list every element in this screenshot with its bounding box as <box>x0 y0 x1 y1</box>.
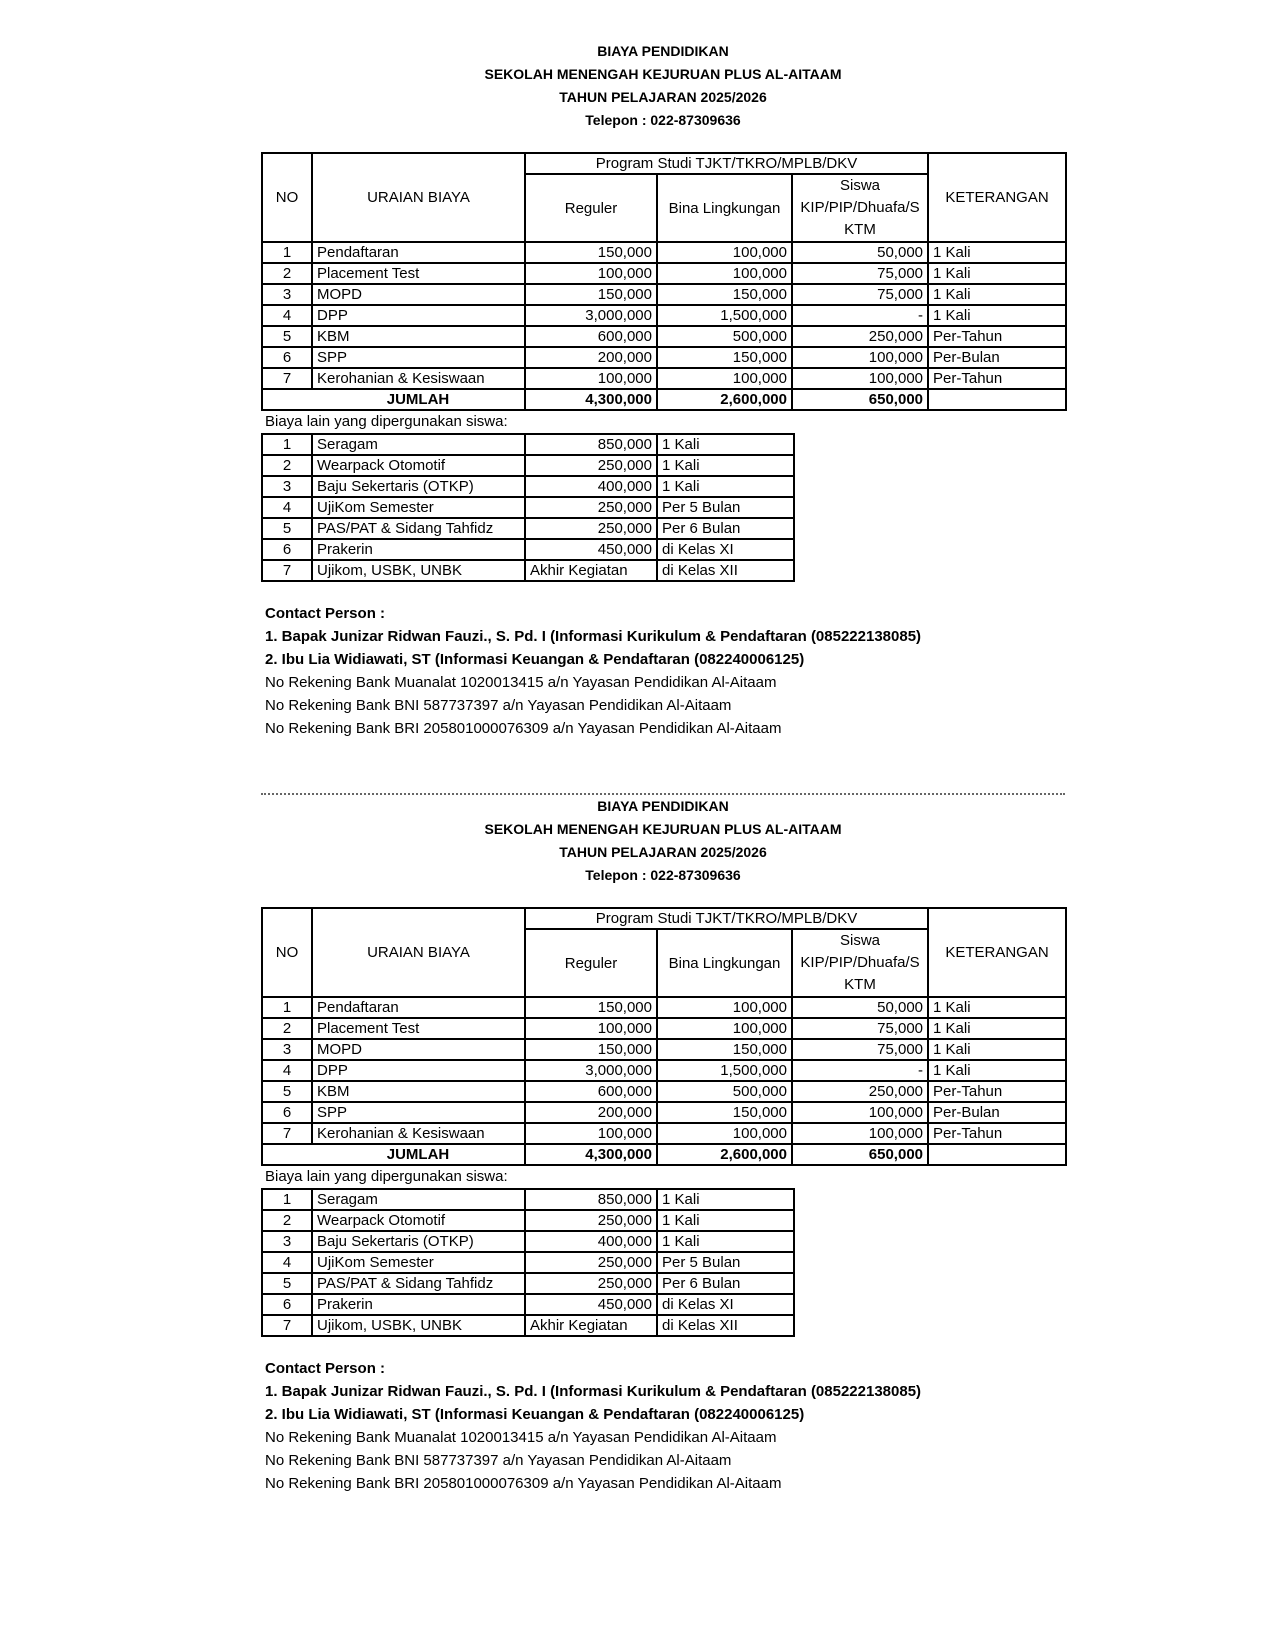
total-no-cell <box>262 1144 312 1165</box>
row-uraian: KBM <box>312 326 525 347</box>
other-keterangan: Per 6 Bulan <box>657 518 794 539</box>
row-siswa: 50,000 <box>792 242 928 263</box>
list-item <box>262 560 794 581</box>
table-row <box>262 368 1066 389</box>
header-title: BIAYA PENDIDIKAN <box>597 43 729 59</box>
table-row <box>262 347 1066 368</box>
other-no: 3 <box>262 1231 312 1252</box>
other-uraian: Baju Sekertaris (OTKP) <box>312 476 525 497</box>
total-label: JUMLAH <box>312 389 525 410</box>
other-biaya: 450,000 <box>525 539 657 560</box>
total-row <box>262 1144 1066 1165</box>
header-school: SEKOLAH MENENGAH KEJURUAN PLUS AL-AITAAM <box>484 821 842 837</box>
row-reguler: 3,000,000 <box>525 305 657 326</box>
table-row <box>262 326 1066 347</box>
other-fees-label: Biaya lain yang dipergunakan siswa: <box>265 1168 508 1185</box>
row-keterangan: Per-Tahun <box>928 368 1066 389</box>
row-no: 2 <box>262 263 312 284</box>
other-no: 1 <box>262 434 312 455</box>
row-bina: 100,000 <box>657 1123 792 1144</box>
list-item <box>262 476 794 497</box>
other-biaya: 250,000 <box>525 497 657 518</box>
row-reguler: 3,000,000 <box>525 1060 657 1081</box>
other-biaya: 250,000 <box>525 1252 657 1273</box>
total-siswa: 650,000 <box>792 389 928 410</box>
list-item <box>262 1294 794 1315</box>
table-row <box>262 242 1066 263</box>
other-fees-label: Biaya lain yang dipergunakan siswa: <box>265 413 508 430</box>
row-uraian: Pendaftaran <box>312 997 525 1018</box>
col-header-reguler: Reguler <box>525 929 657 997</box>
bank-account-bri: No Rekening Bank BRI 205801000076309 a/n Yayasan Pendidikan Al-Aitaam <box>265 720 782 737</box>
total-bina: 2,600,000 <box>657 1144 792 1165</box>
row-no: 7 <box>262 1123 312 1144</box>
list-item <box>262 1315 794 1336</box>
row-uraian: MOPD <box>312 1039 525 1060</box>
other-no: 4 <box>262 1252 312 1273</box>
other-keterangan: Per 5 Bulan <box>657 1252 794 1273</box>
col-header-uraian: URAIAN BIAYA <box>312 153 525 242</box>
col-header-siswa <box>792 929 928 997</box>
other-biaya: 400,000 <box>525 1231 657 1252</box>
row-uraian: Kerohanian & Kesiswaan <box>312 368 525 389</box>
row-no: 7 <box>262 368 312 389</box>
other-keterangan: Per 5 Bulan <box>657 497 794 518</box>
other-fees-table <box>261 433 795 582</box>
document-header <box>261 40 1065 132</box>
table-row <box>262 263 1066 284</box>
row-uraian: KBM <box>312 1081 525 1102</box>
other-uraian: Ujikom, USBK, UNBK <box>312 560 525 581</box>
row-bina: 150,000 <box>657 1039 792 1060</box>
list-item <box>262 1252 794 1273</box>
total-label: JUMLAH <box>312 1144 525 1165</box>
row-siswa: 50,000 <box>792 997 928 1018</box>
total-siswa: 650,000 <box>792 1144 928 1165</box>
row-uraian: Kerohanian & Kesiswaan <box>312 1123 525 1144</box>
total-no-cell <box>262 389 312 410</box>
col-header-program: Program Studi TJKT/TKRO/MPLB/DKV <box>525 908 928 929</box>
row-no: 4 <box>262 305 312 326</box>
row-siswa: 75,000 <box>792 284 928 305</box>
total-keterangan <box>928 389 1066 410</box>
row-uraian: MOPD <box>312 284 525 305</box>
list-item <box>262 497 794 518</box>
col-header-no: NO <box>262 153 312 242</box>
other-biaya: Akhir Kegiatan <box>525 1315 657 1336</box>
row-keterangan: 1 Kali <box>928 242 1066 263</box>
row-keterangan: 1 Kali <box>928 1018 1066 1039</box>
row-keterangan: Per-Bulan <box>928 347 1066 368</box>
row-uraian: DPP <box>312 305 525 326</box>
list-item <box>262 434 794 455</box>
other-uraian: Wearpack Otomotif <box>312 1210 525 1231</box>
row-bina: 1,500,000 <box>657 305 792 326</box>
other-keterangan: 1 Kali <box>657 1210 794 1231</box>
header-title: BIAYA PENDIDIKAN <box>597 798 729 814</box>
table-row <box>262 1102 1066 1123</box>
other-keterangan: 1 Kali <box>657 455 794 476</box>
row-reguler: 150,000 <box>525 1039 657 1060</box>
col-header-siswa-line2: KIP/PIP/Dhuafa/S <box>800 954 920 971</box>
total-keterangan <box>928 1144 1066 1165</box>
other-uraian: Prakerin <box>312 1294 525 1315</box>
header-phone: Telepon : 022-87309636 <box>585 867 741 883</box>
other-uraian: Baju Sekertaris (OTKP) <box>312 1231 525 1252</box>
other-no: 6 <box>262 539 312 560</box>
other-uraian: UjiKom Semester <box>312 1252 525 1273</box>
total-row <box>262 389 1066 410</box>
row-reguler: 200,000 <box>525 347 657 368</box>
document-header <box>261 795 1065 887</box>
other-no: 6 <box>262 1294 312 1315</box>
other-keterangan: 1 Kali <box>657 434 794 455</box>
row-siswa: 100,000 <box>792 368 928 389</box>
col-header-no: NO <box>262 908 312 997</box>
row-keterangan: 1 Kali <box>928 1039 1066 1060</box>
row-keterangan: 1 Kali <box>928 305 1066 326</box>
row-no: 3 <box>262 1039 312 1060</box>
contact-title: Contact Person : <box>265 1360 386 1377</box>
other-keterangan: di Kelas XII <box>657 560 794 581</box>
row-keterangan: 1 Kali <box>928 263 1066 284</box>
list-item <box>262 1231 794 1252</box>
other-no: 5 <box>262 518 312 539</box>
row-reguler: 100,000 <box>525 1123 657 1144</box>
other-keterangan: di Kelas XII <box>657 1315 794 1336</box>
list-item <box>262 539 794 560</box>
table-row <box>262 284 1066 305</box>
row-keterangan: Per-Tahun <box>928 1081 1066 1102</box>
fee-table <box>261 907 1067 1166</box>
row-siswa: 75,000 <box>792 263 928 284</box>
row-no: 1 <box>262 997 312 1018</box>
row-siswa: - <box>792 305 928 326</box>
col-header-bina: Bina Lingkungan <box>657 174 792 242</box>
total-bina: 2,600,000 <box>657 389 792 410</box>
bank-account-muamalat: No Rekening Bank Muanalat 1020013415 a/n Yayasan Pendidikan Al-Aitaam <box>265 1429 777 1446</box>
row-reguler: 150,000 <box>525 242 657 263</box>
other-keterangan: 1 Kali <box>657 1231 794 1252</box>
other-no: 7 <box>262 560 312 581</box>
col-header-siswa-line3: KTM <box>844 221 876 238</box>
other-uraian: Prakerin <box>312 539 525 560</box>
row-uraian: DPP <box>312 1060 525 1081</box>
bank-account-bni: No Rekening Bank BNI 587737397 a/n Yayasan Pendidikan Al-Aitaam <box>265 697 732 714</box>
other-keterangan: Per 6 Bulan <box>657 1273 794 1294</box>
col-header-reguler: Reguler <box>525 174 657 242</box>
row-keterangan: 1 Kali <box>928 1060 1066 1081</box>
total-reguler: 4,300,000 <box>525 1144 657 1165</box>
other-uraian: PAS/PAT & Sidang Tahfidz <box>312 1273 525 1294</box>
contact-person-1: 1. Bapak Junizar Ridwan Fauzi., S. Pd. I (Informasi Kurikulum & Pendaftaran (085222138085) <box>265 628 922 645</box>
row-siswa: 250,000 <box>792 1081 928 1102</box>
row-bina: 500,000 <box>657 326 792 347</box>
row-keterangan: Per-Bulan <box>928 1102 1066 1123</box>
table-row <box>262 1081 1066 1102</box>
other-biaya: 250,000 <box>525 518 657 539</box>
row-bina: 100,000 <box>657 1018 792 1039</box>
other-no: 4 <box>262 497 312 518</box>
other-no: 1 <box>262 1189 312 1210</box>
table-row <box>262 1123 1066 1144</box>
contact-person-2: 2. Ibu Lia Widiawati, ST (Informasi Keuangan & Pendaftaran (082240006125) <box>265 651 805 668</box>
total-reguler: 4,300,000 <box>525 389 657 410</box>
other-keterangan: di Kelas XI <box>657 539 794 560</box>
list-item <box>262 1210 794 1231</box>
header-school: SEKOLAH MENENGAH KEJURUAN PLUS AL-AITAAM <box>484 66 842 82</box>
col-header-bina: Bina Lingkungan <box>657 929 792 997</box>
other-no: 2 <box>262 455 312 476</box>
bank-account-bni: No Rekening Bank BNI 587737397 a/n Yayasan Pendidikan Al-Aitaam <box>265 1452 732 1469</box>
row-no: 5 <box>262 1081 312 1102</box>
other-biaya: 400,000 <box>525 476 657 497</box>
row-siswa: 75,000 <box>792 1018 928 1039</box>
row-bina: 100,000 <box>657 997 792 1018</box>
row-bina: 150,000 <box>657 1102 792 1123</box>
row-no: 2 <box>262 1018 312 1039</box>
fee-table <box>261 152 1067 411</box>
row-siswa: - <box>792 1060 928 1081</box>
row-no: 1 <box>262 242 312 263</box>
row-reguler: 600,000 <box>525 1081 657 1102</box>
col-header-program: Program Studi TJKT/TKRO/MPLB/DKV <box>525 153 928 174</box>
other-biaya: 250,000 <box>525 1210 657 1231</box>
row-no: 5 <box>262 326 312 347</box>
row-keterangan: Per-Tahun <box>928 1123 1066 1144</box>
row-siswa: 100,000 <box>792 1102 928 1123</box>
contact-person-2: 2. Ibu Lia Widiawati, ST (Informasi Keuangan & Pendaftaran (082240006125) <box>265 1406 805 1423</box>
row-siswa: 75,000 <box>792 1039 928 1060</box>
other-biaya: 250,000 <box>525 455 657 476</box>
row-siswa: 100,000 <box>792 347 928 368</box>
row-bina: 100,000 <box>657 263 792 284</box>
row-uraian: Placement Test <box>312 1018 525 1039</box>
table-row <box>262 1018 1066 1039</box>
row-bina: 100,000 <box>657 368 792 389</box>
other-keterangan: 1 Kali <box>657 1189 794 1210</box>
list-item <box>262 1189 794 1210</box>
row-reguler: 200,000 <box>525 1102 657 1123</box>
other-no: 3 <box>262 476 312 497</box>
col-header-keterangan: KETERANGAN <box>928 908 1066 997</box>
col-header-siswa-line1: Siswa <box>840 177 881 194</box>
col-header-siswa-line2: KIP/PIP/Dhuafa/S <box>800 199 920 216</box>
row-bina: 150,000 <box>657 284 792 305</box>
row-uraian: SPP <box>312 1102 525 1123</box>
row-reguler: 150,000 <box>525 997 657 1018</box>
other-uraian: Ujikom, USBK, UNBK <box>312 1315 525 1336</box>
table-row <box>262 1039 1066 1060</box>
row-keterangan: 1 Kali <box>928 284 1066 305</box>
other-uraian: Seragam <box>312 434 525 455</box>
row-bina: 100,000 <box>657 242 792 263</box>
list-item <box>262 1273 794 1294</box>
row-uraian: SPP <box>312 347 525 368</box>
contact-block <box>261 602 1065 740</box>
other-fees-table <box>261 1188 795 1337</box>
row-keterangan: Per-Tahun <box>928 326 1066 347</box>
list-item <box>262 455 794 476</box>
other-no: 7 <box>262 1315 312 1336</box>
col-header-keterangan: KETERANGAN <box>928 153 1066 242</box>
other-keterangan: di Kelas XI <box>657 1294 794 1315</box>
header-phone: Telepon : 022-87309636 <box>585 112 741 128</box>
row-no: 6 <box>262 347 312 368</box>
other-uraian: PAS/PAT & Sidang Tahfidz <box>312 518 525 539</box>
row-reguler: 150,000 <box>525 284 657 305</box>
row-no: 6 <box>262 1102 312 1123</box>
row-siswa: 250,000 <box>792 326 928 347</box>
contact-block <box>261 1357 1065 1495</box>
col-header-siswa <box>792 174 928 242</box>
other-biaya: 250,000 <box>525 1273 657 1294</box>
other-uraian: Seragam <box>312 1189 525 1210</box>
col-header-uraian: URAIAN BIAYA <box>312 908 525 997</box>
table-row <box>262 1060 1066 1081</box>
row-no: 3 <box>262 284 312 305</box>
row-reguler: 100,000 <box>525 1018 657 1039</box>
other-uraian: UjiKom Semester <box>312 497 525 518</box>
row-uraian: Pendaftaran <box>312 242 525 263</box>
table-row <box>262 997 1066 1018</box>
other-biaya: 450,000 <box>525 1294 657 1315</box>
contact-person-1: 1. Bapak Junizar Ridwan Fauzi., S. Pd. I (Informasi Kurikulum & Pendaftaran (085222138085) <box>265 1383 922 1400</box>
row-siswa: 100,000 <box>792 1123 928 1144</box>
fee-sheet-top <box>261 40 1065 740</box>
col-header-siswa-line1: Siswa <box>840 932 881 949</box>
other-no: 2 <box>262 1210 312 1231</box>
other-biaya: 850,000 <box>525 1189 657 1210</box>
other-uraian: Wearpack Otomotif <box>312 455 525 476</box>
bank-account-muamalat: No Rekening Bank Muanalat 1020013415 a/n Yayasan Pendidikan Al-Aitaam <box>265 674 777 691</box>
fee-sheet-bottom <box>261 795 1065 1495</box>
row-reguler: 100,000 <box>525 263 657 284</box>
row-reguler: 600,000 <box>525 326 657 347</box>
other-biaya: Akhir Kegiatan <box>525 560 657 581</box>
other-keterangan: 1 Kali <box>657 476 794 497</box>
other-biaya: 850,000 <box>525 434 657 455</box>
row-keterangan: 1 Kali <box>928 997 1066 1018</box>
contact-title: Contact Person : <box>265 605 386 622</box>
bank-account-bri: No Rekening Bank BRI 205801000076309 a/n Yayasan Pendidikan Al-Aitaam <box>265 1475 782 1492</box>
row-bina: 500,000 <box>657 1081 792 1102</box>
table-row <box>262 305 1066 326</box>
row-no: 4 <box>262 1060 312 1081</box>
row-reguler: 100,000 <box>525 368 657 389</box>
col-header-siswa-line3: KTM <box>844 976 876 993</box>
row-uraian: Placement Test <box>312 263 525 284</box>
row-bina: 1,500,000 <box>657 1060 792 1081</box>
other-no: 5 <box>262 1273 312 1294</box>
row-bina: 150,000 <box>657 347 792 368</box>
header-year: TAHUN PELAJARAN 2025/2026 <box>559 89 767 105</box>
header-year: TAHUN PELAJARAN 2025/2026 <box>559 844 767 860</box>
list-item <box>262 518 794 539</box>
